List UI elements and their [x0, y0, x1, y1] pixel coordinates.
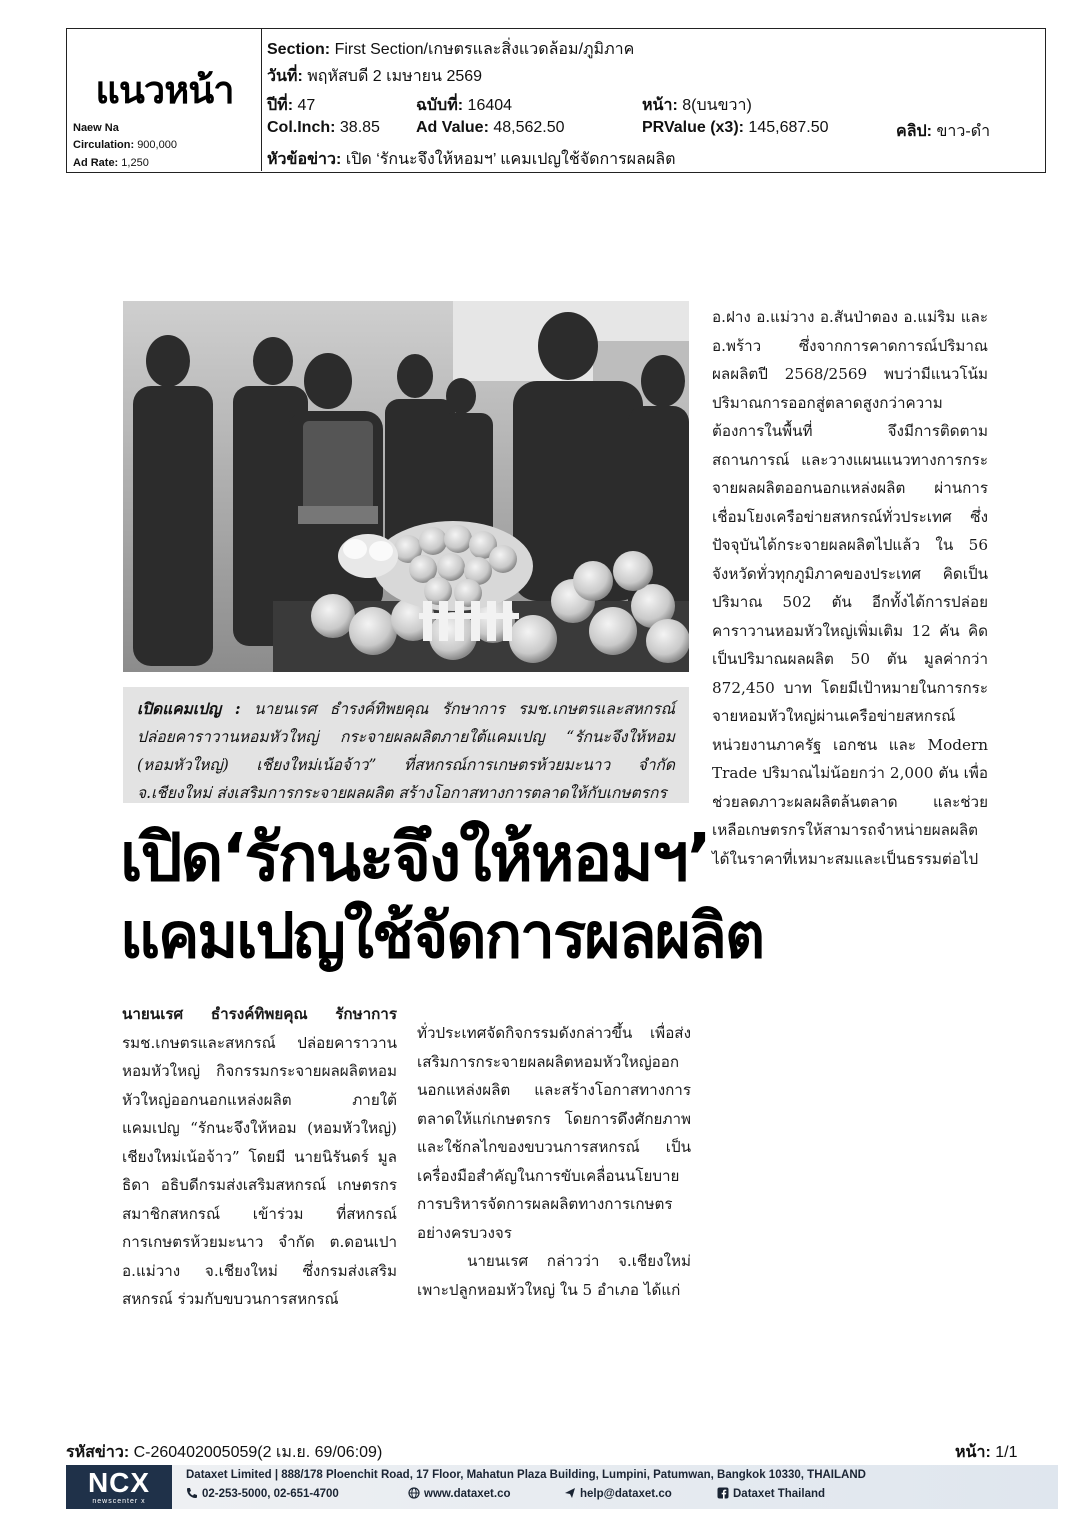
circulation: Circulation: 900,000	[73, 139, 177, 151]
page: หน้า: 8(บนขวา)	[642, 97, 752, 114]
ncx-logo	[66, 1465, 172, 1509]
body-text-1: รมช.เกษตรและสหกรณ์ ปล่อยคาราวานหอมหัวใหญ่ กิจกรรมกระจายผลผลิตหอมหัวใหญ่ออกนอกแหล่งผลิต ภายใต้แคมเปญ “รักนะจึงให้หอม (หอมหัวใหญ่) เชียงใหม่เน้อจ้าว” โดยมี นายนิรันดร์ มูลธิดา อธิบดีกรมส่งเสริมสหกรณ์ เกษตรกรสมาชิกสหกรณ์ เข้าร่วม ที่สหกรณ์การเกษตรห้วยมะนาว จำกัด ต.ดอนเปา อ.แม่วาง จ.เชียงใหม่ ซึ่งกรมส่งเสริมสหกรณ์ ร่วมกับขบวนการสหกรณ์	[122, 1033, 397, 1308]
headline-row: หัวข้อข่าว: เปิด ‘รักนะจึงให้หอมฯ’ แคมเปญใช้จัดการผลผลิต	[267, 151, 676, 168]
article-headline	[120, 812, 764, 982]
ncx-logo-subtitle: newscenter x	[92, 1498, 146, 1505]
body-column-3	[712, 303, 988, 873]
globe-icon	[408, 1487, 420, 1499]
footer-facebook[interactable]: Dataxet Thailand	[717, 1487, 825, 1500]
newspaper-logo: แนวหน้า	[95, 68, 234, 112]
send-icon	[564, 1487, 576, 1499]
ad-rate: Ad Rate: 1,250	[73, 157, 149, 169]
body-text-2: ทั่วประเทศจัดกิจกรรมดังกล่าวขึ้น เพื่อส่งเสริมการกระจายผลผลิตหอมหัวใหญ่ออกนอกแหล่งผลิต และสร้างโอกาสทางการตลาดให้แก่เกษตรกร โดยการดึงศักยภาพและใช้กลไกของขบวนการสหกรณ์ เป็นเครื่องมือสำคัญในการขับเคลื่อนนโยบายการบริหารจัดการผลผลิตทางการเกษตรอย่างครบวงจร	[417, 1024, 691, 1242]
section-row: Section: First Section/เกษตรและสิ่งแวดล้อม/ภูมิภาค	[267, 41, 635, 58]
body-text-3: นายนเรศ กล่าวว่า จ.เชียงใหม่เพาะปลูกหอมหัวใหญ่ ใน 5 อำเภอ ได้แก่	[417, 1252, 691, 1299]
company-address: Dataxet Limited | 888/178 Ploenchit Road, 17 Floor, Mahatun Plaza Building, Lumpini, Patumwan, Bangkok 10330, THAILAND	[186, 1469, 866, 1481]
date-row: วันที่: พฤหัสบดี 2 เมษายน 2569	[267, 68, 483, 85]
clip-type: คลิป: ขาว-ดำ	[896, 123, 991, 140]
body-text-4: อ.ฝาง อ.แม่วาง อ.สันป่าตอง อ.แม่ริม และ อ.พร้าว ซึ่งจากการคาดการณ์ปริมาณผลผลิตปี 2568/2569 พบว่ามีแนวโน้มปริมาณการออกสู่ตลาดสูงกว่าความต้องการในพื้นที่ จึงมีการติดตามสถานการณ์ และวางแผนแนวทางการกระจายผลผลิตออกนอกแหล่งผลิต ผ่านการเชื่อมโยงเครือข่ายสหกรณ์ทั่วประเทศ ซึ่งปัจจุบันได้กระจายผลผลิตไปแล้ว ใน 56 จังหวัดทั่วทุกภูมิภาคของประเทศ คิดเป็นปริมาณ 502 ตัน อีกทั้งได้การปล่อยคาราวานหอมหัวใหญ่เพิ่มเติม 12 คัน คิดเป็นปริมาณผลผลิต 50 ตัน มูลค่ากว่า 872,450 บาท โดยมีเป้าหมายในการกระจายหอมหัวใหญ่ผ่านเครือข่ายสหกรณ์ หน่วยงานภาครัฐ เอกชน และ Modern Trade ปริมาณไม่น้อยกว่า 2,000 ตัน เพื่อช่วยลดภาวะผลผลิตล้นตลาด และช่วยเหลือเกษตรกรให้สามารถจำหน่ายผลผลิตได้ในราคาที่เหมาะสมและเป็นธรรมต่อไป	[712, 308, 988, 868]
facebook-icon	[717, 1487, 729, 1499]
news-code: รหัสข่าว: C-260402005059(2 เม.ย. 69/06:09)	[66, 1444, 383, 1461]
footer-website[interactable]: www.dataxet.co	[408, 1487, 511, 1500]
pr-value: PRValue (x3): 145,687.50	[642, 119, 829, 136]
col-inch: Col.Inch: 38.85	[267, 119, 380, 136]
page-count: หน้า: 1/1	[955, 1444, 1018, 1461]
footer-email[interactable]: help@dataxet.co	[564, 1487, 672, 1500]
publication-info	[67, 29, 262, 171]
year: ปีที่: 47	[267, 97, 316, 114]
body-column-2	[417, 1019, 691, 1304]
clipping-header	[66, 28, 1046, 173]
caption-lead: เปิดแคมเปญ :	[137, 699, 241, 718]
headline-line-2: แคมเปญใช้จัดการผลผลิต	[120, 899, 764, 972]
caption-text: นายนเรศ ธำรงค์ทิพยคุณ รักษาการ รมช.เกษตรและสหกรณ์ ปล่อยคาราวานหอมหัวใหญ่ กระจายผลผลิตภายใต้แคมเปญ “รักนะจึงให้หอม (หอมหัวใหญ่) เชียงใหม่เน้อจ้าว” ที่สหกรณ์การเกษตรห้วยมะนาว จำกัด จ.เชียงใหม่ ส่งเสริมการกระจายผลผลิต สร้างโอกาสทางการตลาดให้กับเกษตรกร	[137, 700, 675, 802]
issue: ฉบับที่: 16404	[416, 97, 513, 114]
footer-phone: 02-253-5000, 02-651-4700	[186, 1487, 339, 1500]
headline-line-1: เปิด‘รักนะจึงให้หอมฯ’	[120, 819, 710, 896]
ad-value: Ad Value: 48,562.50	[416, 119, 565, 136]
photo-caption	[123, 687, 689, 803]
news-photo	[123, 301, 689, 672]
footer-bar	[172, 1465, 1058, 1509]
news-photo-drawing	[123, 301, 689, 672]
publication-name: Naew Na	[73, 122, 119, 134]
phone-icon	[186, 1487, 198, 1499]
ncx-logo-text: NCX	[87, 1467, 151, 1498]
body-column-1	[122, 1000, 397, 1314]
body-lead: นายนเรศ ธำรงค์ทิพยคุณ รักษาการ	[122, 1005, 397, 1023]
